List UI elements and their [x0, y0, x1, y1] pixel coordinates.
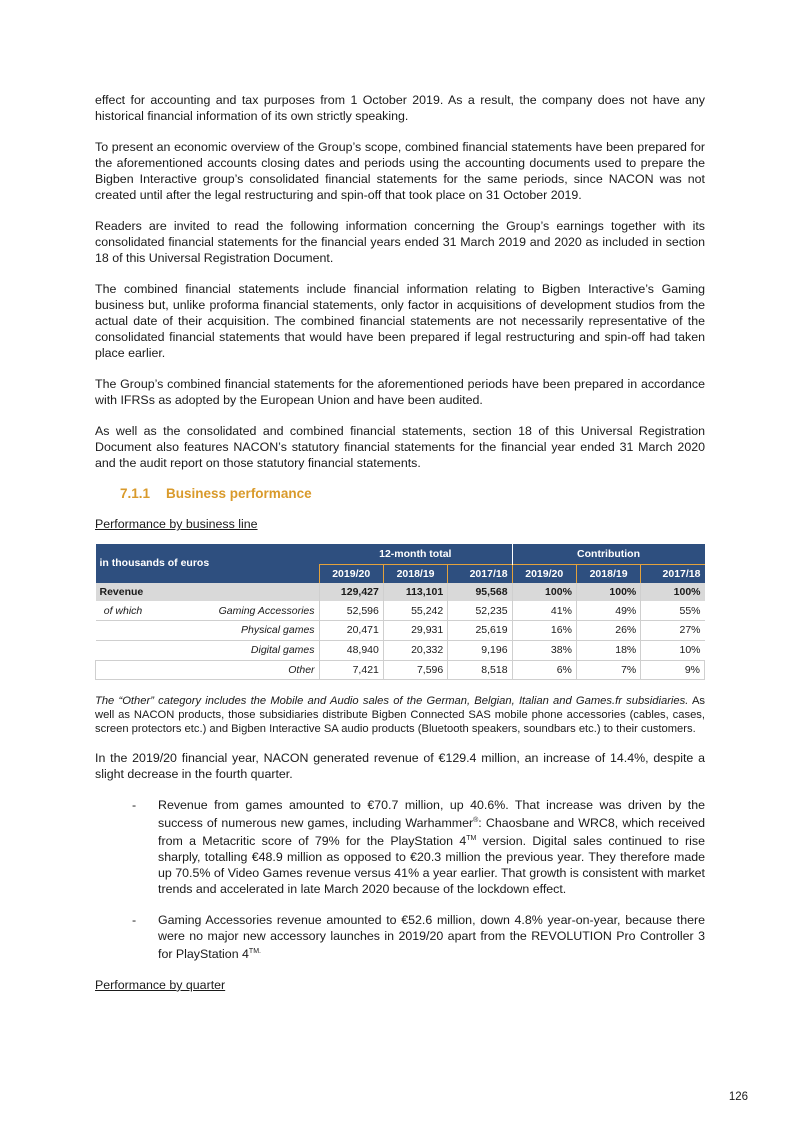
bullet-dash: - [132, 912, 137, 927]
cell: 100% [576, 583, 640, 601]
cell: 20,332 [383, 640, 447, 660]
performance-table [95, 544, 705, 680]
table-group-header: Contribution [512, 544, 704, 564]
cell: 9,196 [448, 640, 512, 660]
subheading-quarter: Performance by quarter [95, 977, 226, 992]
cell: 49% [576, 601, 640, 621]
year-header: 2017/18 [448, 564, 512, 583]
bullet-text: Gaming Accessories revenue amounted to €52.6 million, down 4.8% year-on-year, because there were no major new accessory launches in 2019/20 apart from the REVOLUTION Pro Controller 3 for PlayStation 4 [158, 912, 705, 961]
table-note [95, 694, 705, 736]
table-unit-label: in thousands of euros [96, 544, 320, 583]
table-row [96, 660, 705, 679]
bullet-text: version. Digital sales continued to rise sharply, totalling €48.9 million as opposed to €20.3 million the previous year. They therefore made up 70.5% of Video Games revenue versus 41% a year earlier. That growth is consistent with market trends and accelerated in late March 2020 because of the lockdown effect. [158, 833, 705, 896]
cell: 38% [512, 640, 576, 660]
year-header: 2019/20 [319, 564, 383, 583]
table-row [96, 601, 705, 621]
cell: 18% [576, 640, 640, 660]
cell: 48,940 [319, 640, 383, 660]
cell: 129,427 [319, 583, 383, 601]
trademark-mark: TM [466, 834, 477, 842]
section-heading [120, 486, 705, 502]
cell: 6% [512, 660, 576, 679]
year-header: 2018/19 [576, 564, 640, 583]
table-row [96, 640, 705, 660]
bullet-dash: - [132, 797, 137, 812]
page-body [95, 92, 705, 1005]
cell: 7% [576, 660, 640, 679]
cell: 16% [512, 620, 576, 640]
cell: 27% [641, 620, 705, 640]
paragraph: In the 2019/20 financial year, NACON generated revenue of €129.4 million, an increase of 14.4%, despite a slight decrease in the fourth quarter. [95, 750, 705, 781]
cell: 29,931 [383, 620, 447, 640]
cell: 55,242 [383, 601, 447, 621]
note-text: As well as NACON products, those subsidiaries distribute Bigben Connected SAS mobile phone accessories (cables, cases, screen protectors etc.) and Bigben Interactive SA audio products (Bluetooth speakers, soundbars etc.) to their customers. [95, 694, 706, 735]
table-group-header: 12-month total [319, 544, 512, 564]
of-which-label: of which [96, 601, 151, 621]
paragraph: effect for accounting and tax purposes from 1 October 2019. As a result, the company does not have any historical financial information of its own strictly speaking. [95, 93, 705, 123]
note-italic: The “Other” category includes the Mobile and Audio sales of the German, Belgian, Italian and Games.fr subsidiaries. [95, 694, 689, 707]
page-number: 126 [728, 1091, 748, 1103]
paragraph: The Group’s combined financial statements for the aforementioned periods have been prepared in accordance with IFRSs as adopted by the European Union and have been audited. [95, 377, 705, 407]
year-header: 2017/18 [641, 564, 705, 583]
cell: 52,235 [448, 601, 512, 621]
cell: 8,518 [448, 660, 512, 679]
row-label: Digital games [151, 640, 320, 660]
list-item [95, 797, 705, 897]
paragraph: Readers are invited to read the following information concerning the Group’s earnings together with its consolidated financial statements for the financial years ended 31 March 2019 and 2020 as included in section 18 of this Universal Registration Document. [95, 219, 705, 265]
cell: 7,596 [383, 660, 447, 679]
cell: 20,471 [319, 620, 383, 640]
table-row [96, 620, 705, 640]
trademark-mark: TM. [248, 947, 261, 955]
year-header: 2018/19 [383, 564, 447, 583]
cell: 26% [576, 620, 640, 640]
cell: 7,421 [319, 660, 383, 679]
year-header: 2019/20 [512, 564, 576, 583]
cell: 41% [512, 601, 576, 621]
row-label: Gaming Accessories [151, 601, 320, 621]
cell: 9% [641, 660, 705, 679]
cell: 95,568 [448, 583, 512, 601]
cell: 25,619 [448, 620, 512, 640]
bullet-text: Revenue from games amounted to €70.7 million, up 40.6%. That increase was driven by the success of numerous new games, including Warhammer [158, 797, 705, 830]
registered-mark: ® [473, 816, 479, 824]
cell: 55% [641, 601, 705, 621]
cell: 100% [512, 583, 576, 601]
row-label: Revenue [96, 583, 320, 601]
cell: 100% [641, 583, 705, 601]
section-number: 7.1.1 [120, 486, 151, 501]
list-item [95, 912, 705, 962]
cell: 52,596 [319, 601, 383, 621]
row-label: Physical games [151, 620, 320, 640]
section-title: Business performance [166, 486, 312, 501]
paragraph: The combined financial statements include financial information relating to Bigben Interactive’s Gaming business but, unlike proforma financial statements, only factor in acquisitions of development studios from the actual date of their acquisition. The combined financial statements are not necessarily representative of the consolidated financial statements that would have been prepared if legal restructuring and spin-off had taken place earlier. [95, 282, 705, 360]
cell: 10% [641, 640, 705, 660]
paragraph: As well as the consolidated and combined financial statements, section 18 of this Universal Registration Document also features NACON’s statutory financial statements for the financial year ended 31 March 2020 and the audit report on those statutory financial statements. [95, 424, 705, 470]
bullet-text: : Chaosbane and WRC8, which received from a Metacritic score of 79% for the PlayStation 4 [158, 815, 706, 848]
row-label: Other [151, 660, 320, 679]
paragraph: To present an economic overview of the Group’s scope, combined financial statements have been prepared for the aforementioned accounts closing dates and periods using the accounting documents used to prepare the Bigben Interactive group’s consolidated financial statements for the same periods, since NACON was not created until after the legal restructuring and spin-off that took place on 31 October 2019. [95, 140, 705, 202]
subheading-business-line: Performance by business line [95, 517, 258, 531]
table-row [96, 583, 705, 601]
cell: 113,101 [383, 583, 447, 601]
